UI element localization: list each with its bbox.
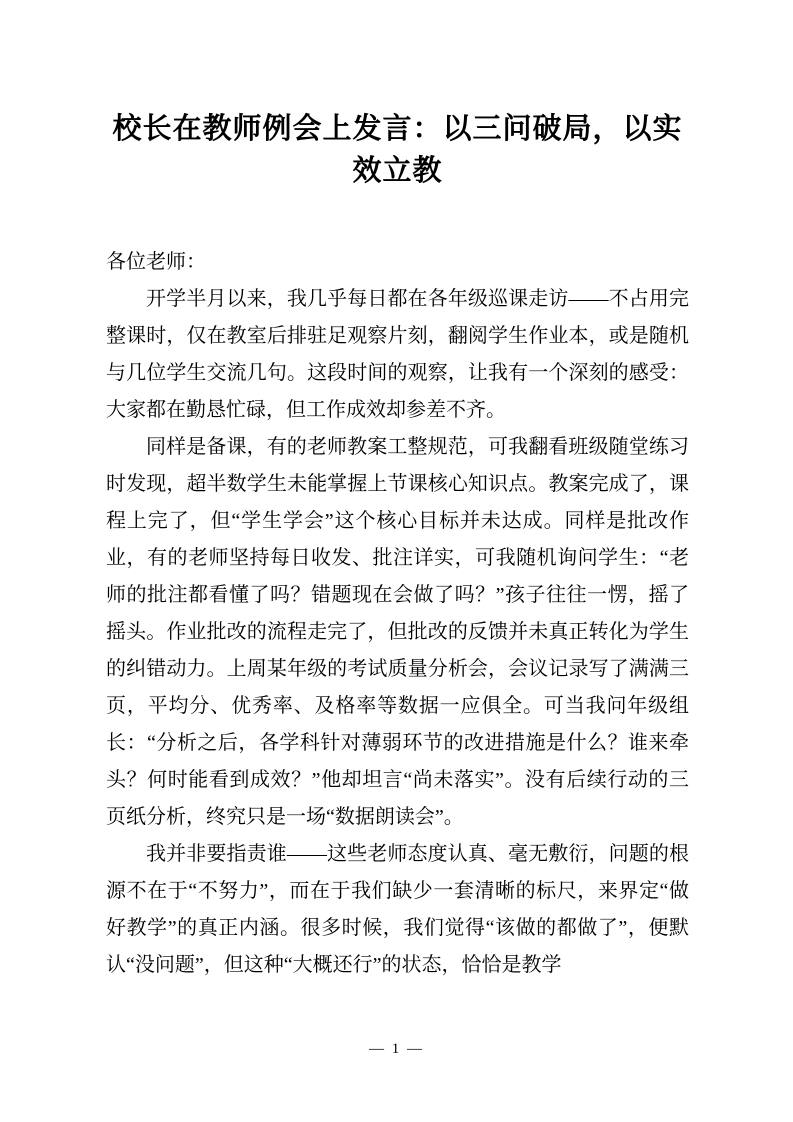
page-number: — 1 — [369, 1041, 424, 1057]
paragraph-3: 我并非要指责谁——这些老师态度认真、毫无敷衍，问题的根源不在于“不努力”，而在于我们缺少一套清晰的标尺，来界定“做好教学”的真正内涵。很多时候，我们觉得“该做的都做了”，便默认“没问题”，但这种“大概还行”的状态，恰恰是教学 [106, 843, 689, 977]
paragraph-2: 同样是备课，有的老师教案工整规范，可我翻看班级随堂练习时发现，超半数学生未能掌握上节课核心知识点。教案完成了，课程上完了，但“学生学会”这个核心目标并未达成。同样是批改作业，有的老师坚持每日收发、批注详实，可我随机询问学生：“老师的批注都看懂了吗？错题现在会做了吗？”孩子往往一愣，摇了摇头。作业批改的流程走完了，但批改的反馈并未真正转化为学生的纠错动力。上周某年级的考试质量分析会，会议记录写了满满三页，平均分、优秀率、及格率等数据一应俱全。可当我问年级组长：“分析之后，各学科针对薄弱环节的改进措施是什么？谁来牵头？何时能看到成效？”他却坦言“尚未落实”。没有后续行动的三页纸分析，终究只是一场“数据朗读会”。 [106, 436, 689, 829]
document-title: 校长在教师例会上发言：以三问破局，以实效立教 [112, 113, 683, 188]
paragraph-1: 开学半月以来，我几乎每日都在各年级巡课走访——不占用完整课时，仅在教室后排驻足观察片刻，翻阅学生作业本，或是随机与几位学生交流几句。这段时间的观察，让我有一个深刻的感受：大家都在勤恳忙碌，但工作成效却参差不齐。 [106, 288, 689, 422]
salutation: 各位老师： [106, 251, 206, 274]
